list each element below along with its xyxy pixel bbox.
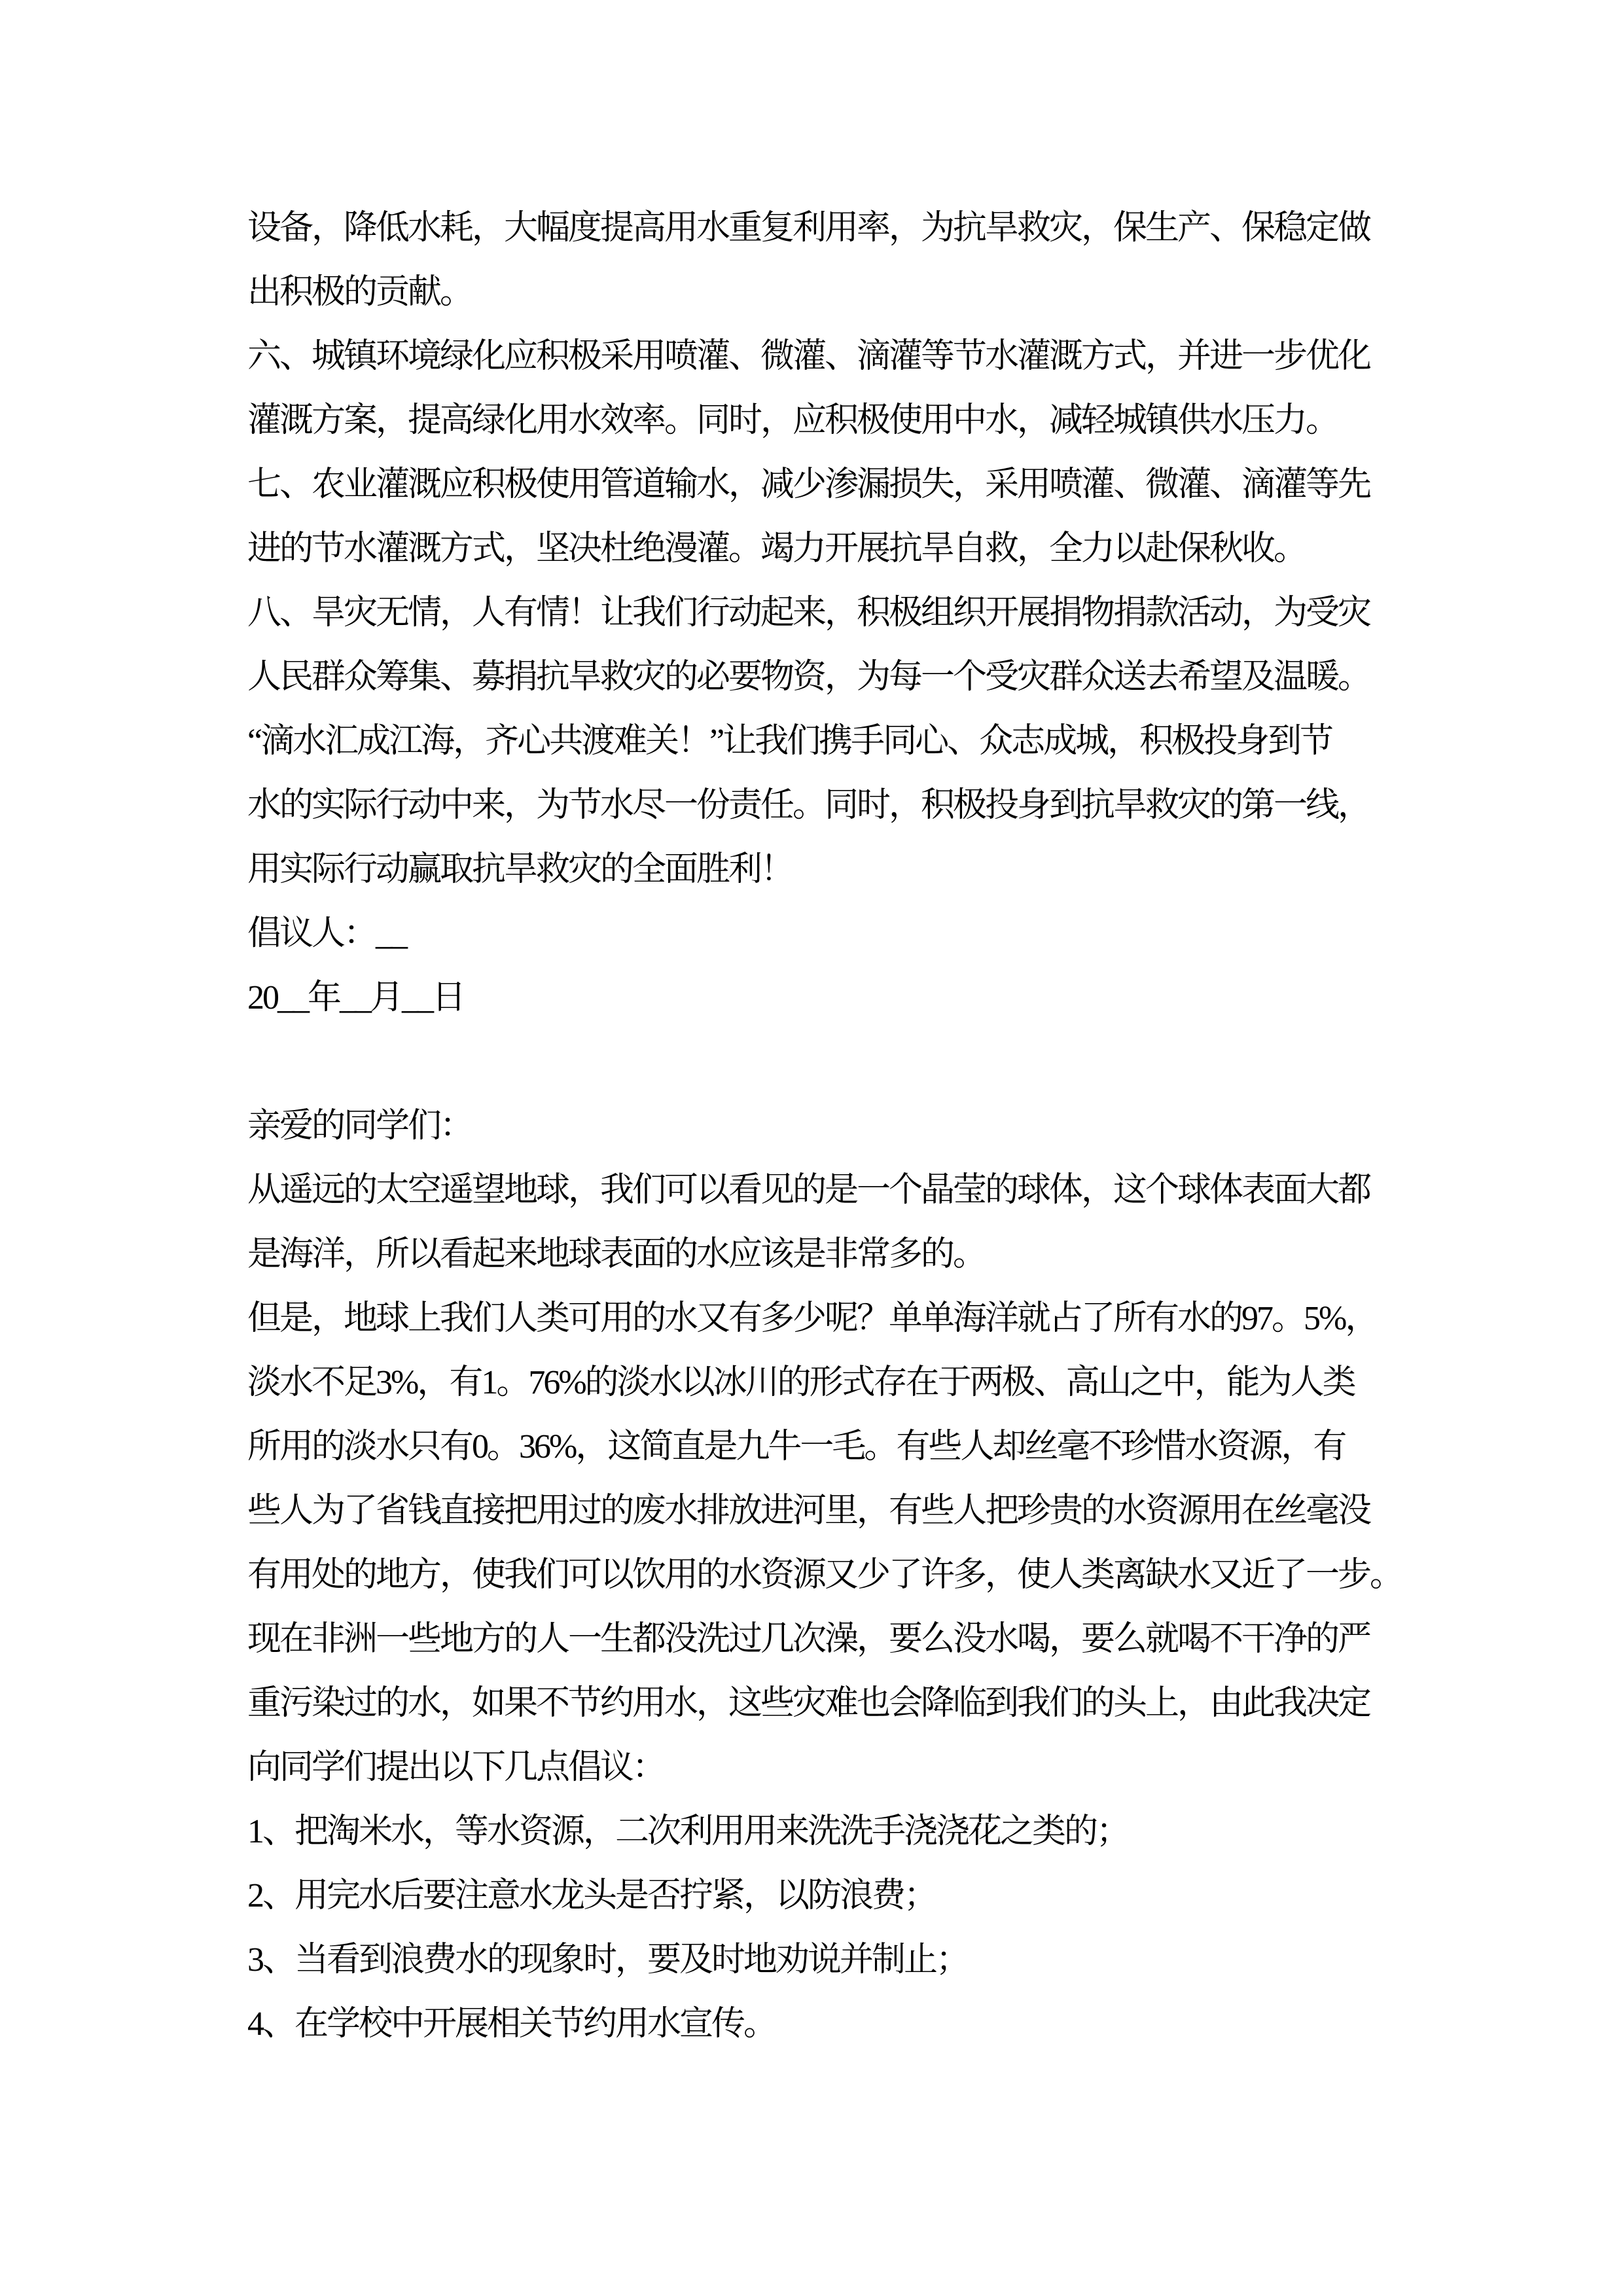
text-line: 向同学们提出以下几点倡议： — [247, 1749, 665, 1786]
text-line: 人民群众筹集、募捐抗旱救灾的必要物资，为每一个受灾群众送去希望及温暖。 — [247, 658, 1370, 696]
text-block — [247, 196, 1438, 2056]
text-line: 但是，地球上我们人类可用的水又有多少呢？单单海洋就占了所有水的97。5%， — [247, 1300, 1378, 1337]
text-line: 七、农业灌溉应积极使用管道输水，减少渗漏损失，采用喷灌、微灌、滴灌等先 — [247, 466, 1370, 503]
text-line: 1、把淘米水，等水资源，二次利用用来洗洗手浇浇花之类的； — [247, 1813, 1129, 1850]
text-line: 从遥远的太空遥望地球，我们可以看见的是一个晶莹的球体，这个球体表面大都 — [247, 1172, 1370, 1209]
text-line: 4、在学校中开展相关节约用水宣传。 — [247, 2005, 776, 2043]
text-line: 灌溉方案，提高绿化用水效率。同时，应积极使用中水，减轻城镇供水压力。 — [247, 402, 1338, 439]
text-line: 设备，降低水耗，大幅度提高用水重复利用率，为抗旱救灾，保生产、保稳定做 — [247, 209, 1370, 247]
text-line: 些人为了省钱直接把用过的废水排放进河里，有些人把珍贵的水资源用在丝毫没 — [247, 1492, 1370, 1530]
text-line: 淡水不足3%，有1。76%的淡水以冰川的形式存在于两极、高山之中，能为人类 — [247, 1364, 1355, 1401]
text-line: 现在非洲一些地方的人一生都没洗过几次澡，要么没水喝，要么就喝不干净的严 — [247, 1621, 1370, 1658]
text-line: 是海洋，所以看起来地球表面的水应该是非常多的。 — [247, 1236, 986, 1273]
text-line: 六、城镇环境绿化应积极采用喷灌、微灌、滴灌等节水灌溉方式，并进一步优化 — [247, 338, 1370, 375]
text-line: 3、当看到浪费水的现象时，要及时地劝说并制止； — [247, 1941, 969, 1979]
text-line: 进的节水灌溉方式，坚决杜绝漫灌。竭力开展抗旱自救，全力以赴保秋收。 — [247, 530, 1306, 567]
text-line: 重污染过的水，如果不节约用水，这些灾难也会降临到我们的头上，由此我决定 — [247, 1685, 1370, 1722]
text-line: 有用处的地方，使我们可以饮用的水资源又少了许多，使人类离缺水又近了一步。 — [247, 1556, 1402, 1594]
text-line: 八、旱灾无情，人有情！让我们行动起来，积极组织开展捐物捐款活动，为受灾 — [247, 594, 1370, 632]
text-line: 出积极的贡献。 — [247, 274, 473, 311]
text-line: 所用的淡水只有0。36%，这简直是九牛一毛。有些人却丝毫不珍惜水资源，有 — [247, 1428, 1346, 1465]
text-line: 20__年__月__日 — [247, 979, 465, 1016]
text-line: 水的实际行动中来，为节水尽一份责任。同时，积极投身到抗旱救灾的第一线， — [247, 787, 1370, 824]
text-line: 2、用完水后要注意水龙头是否拧紧，以防浪费； — [247, 1877, 936, 1914]
text-line: 倡议人：__ — [247, 915, 406, 952]
text-line: 用实际行动赢取抗旱救灾的全面胜利！ — [247, 851, 793, 888]
text-line: “滴水汇成江海，齐心共渡难关！”让我们携手同心、众志成城，积极投身到节 — [247, 723, 1332, 760]
blank-line — [247, 1030, 1438, 1094]
text-line: 亲爱的同学们： — [247, 1107, 473, 1145]
